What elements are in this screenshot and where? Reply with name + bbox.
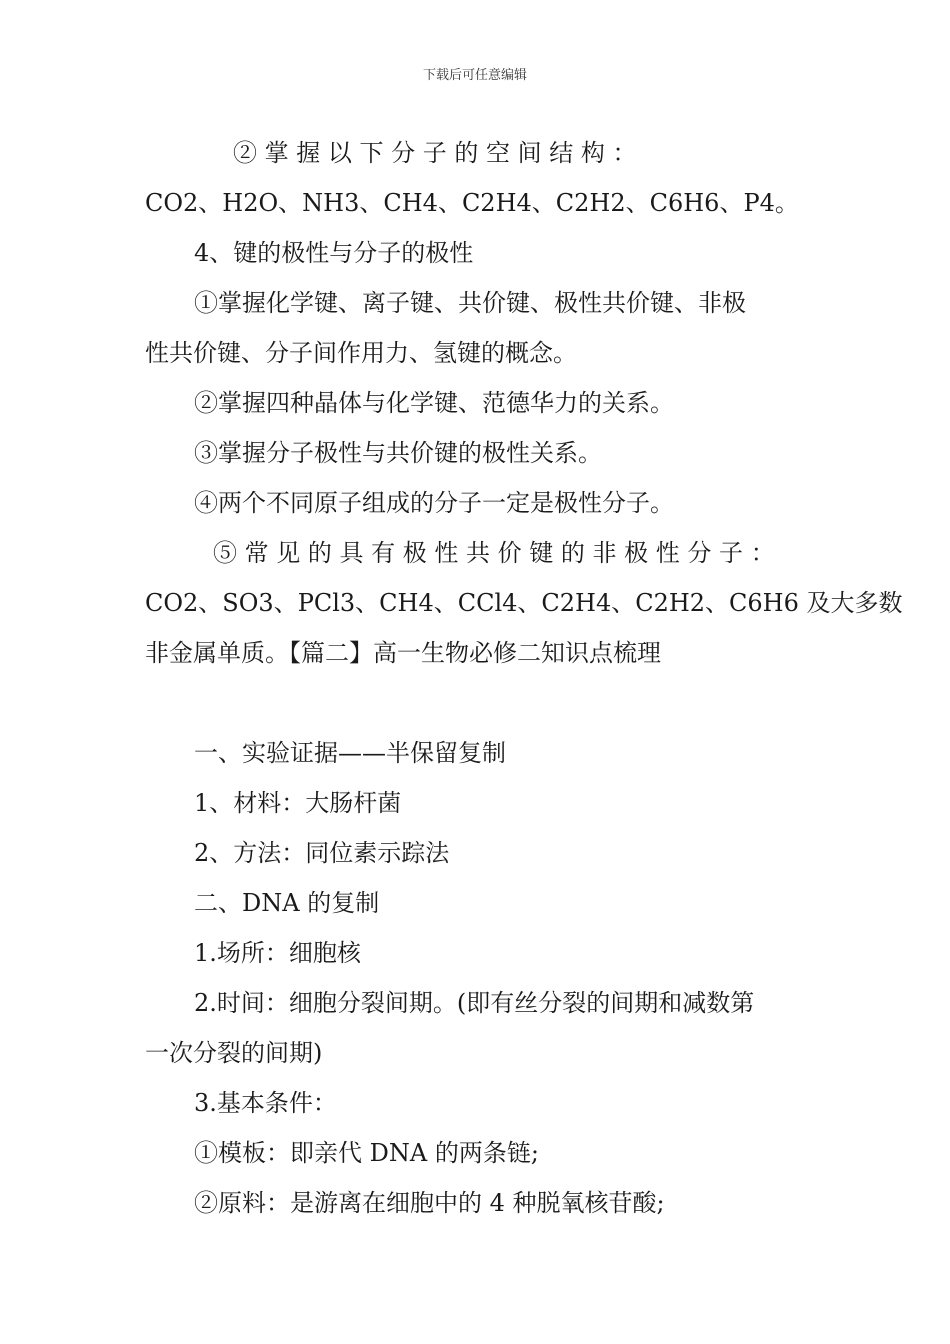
section-heading: 二、DNA 的复制	[194, 889, 380, 917]
paragraph-line: ①掌握化学键、离子键、共价键、极性共价键、非极	[194, 289, 746, 317]
paragraph-line: ④两个不同原子组成的分子一定是极性分子。	[194, 489, 674, 517]
paragraph-line: 一次分裂的间期)	[145, 1039, 323, 1067]
paragraph-line: CO2、H2O、NH3、CH4、C2H4、C2H2、C6H6、P4。	[145, 189, 799, 217]
paragraph-line: ③掌握分子极性与共价键的极性关系。	[194, 439, 602, 467]
paragraph-line: 2.时间：细胞分裂间期。(即有丝分裂的间期和减数第	[194, 989, 755, 1017]
paragraph-line: 非金属单质。【篇二】高一生物必修二知识点梳理	[145, 639, 661, 667]
document-body	[145, 128, 903, 1228]
paragraph-line: 1、材料：大肠杆菌	[194, 789, 402, 817]
paragraph-line: 2、方法：同位素示踪法	[194, 839, 450, 867]
page-header: 下载后可任意编辑	[422, 68, 527, 83]
section-heading: 一、实验证据——半保留复制	[194, 739, 506, 767]
paragraph-line: ②掌握四种晶体与化学键、范德华力的关系。	[194, 389, 674, 417]
paragraph-line: ⑤ 常 见 的 具 有 极 性 共 价 键 的 非 极 性 分 子 ：	[213, 539, 775, 567]
paragraph-line: 1.场所：细胞核	[194, 939, 361, 967]
paragraph-line: 3.基本条件：	[194, 1089, 337, 1117]
blank-line	[145, 678, 807, 728]
section-heading: 4、键的极性与分子的极性	[194, 239, 474, 267]
paragraph-line: CO2、SO3、PCl3、CH4、CCl4、C2H4、C2H2、C6H6 及大多数	[145, 589, 903, 617]
paragraph-line: 性共价键、分子间作用力、氢键的概念。	[145, 339, 577, 367]
paragraph-line: ①模板：即亲代 DNA 的两条链;	[194, 1139, 539, 1167]
paragraph-line: ②原料：是游离在细胞中的 4 种脱氧核苷酸;	[194, 1189, 665, 1217]
paragraph-line: ② 掌 握 以 下 分 子 的 空 间 结 构 ：	[233, 139, 637, 167]
